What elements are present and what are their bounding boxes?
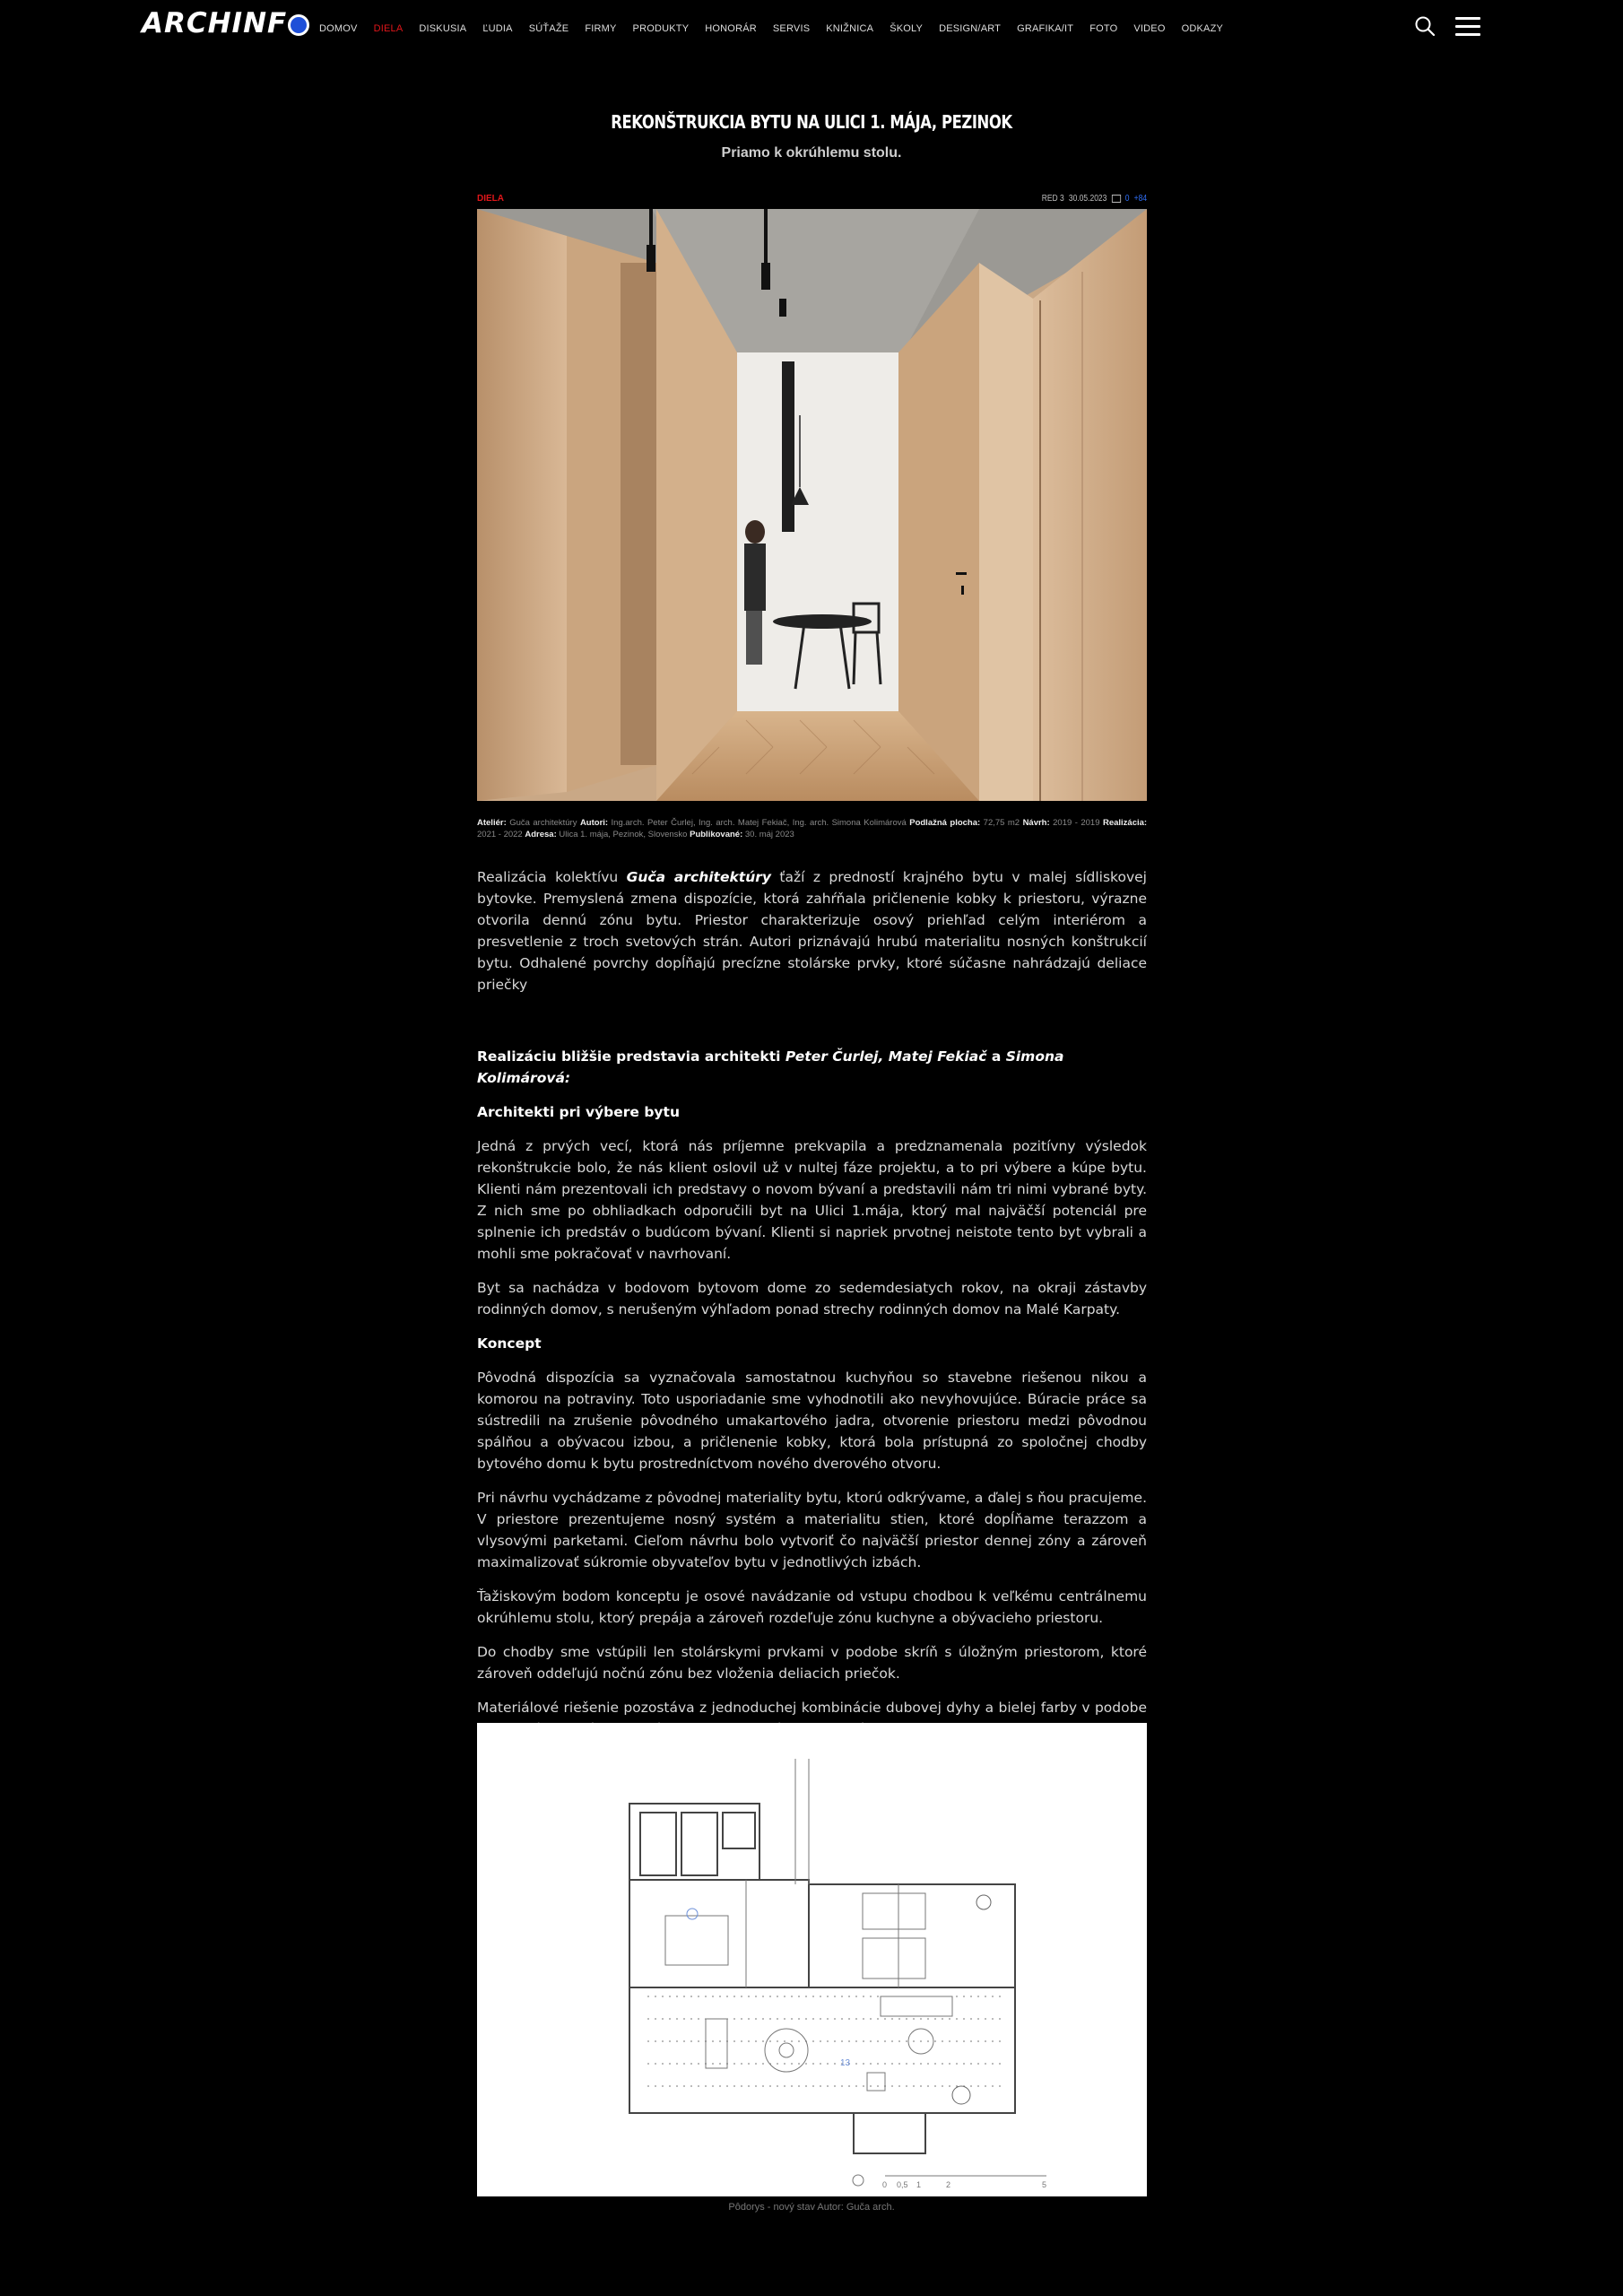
archinfo-logo[interactable]: ARCHINF [142, 7, 309, 39]
nav-firmy[interactable]: FIRMY [585, 23, 617, 34]
nav-grafika-it[interactable]: GRAFIKA/IT [1017, 23, 1074, 34]
nav-diskusia[interactable]: DISKUSIA [419, 23, 467, 34]
meta-date: 30.05.2023 [1068, 194, 1107, 204]
article-meta-row [477, 194, 1147, 206]
comment-count[interactable]: 0 [1124, 194, 1130, 204]
paragraph-7: Materiálové riešenie pozostáva z jednoduchej kombinácie dubovej dyhy a bielej farby v podobe [477, 1700, 1147, 1716]
meta-author: RED 3 [1041, 194, 1064, 204]
search-icon[interactable] [1415, 16, 1435, 36]
nav-kniznica[interactable]: KNIŽNICA [826, 23, 874, 34]
plan-scale-2: 2 [946, 2180, 951, 2189]
main-nav [319, 23, 1239, 34]
info-area: 72,75 m2 [983, 818, 1020, 828]
logo-o-mark [288, 14, 309, 36]
info-design: 2019 - 2019 [1053, 818, 1100, 828]
top-navigation-bar [0, 0, 1623, 52]
info-realization: 2021 - 2022 [477, 830, 523, 839]
hero-photo[interactable] [477, 209, 1147, 801]
paragraph-6: Do chodby sme vstúpili len stolárskymi prvkami v podobe skríň s úložným priestorom, ktoré zároveň oddeľujú nočnú zónu bez vloženia deliacich priečok. [477, 1644, 1147, 1682]
svg-text:13: 13 [840, 2058, 851, 2068]
intro-paragraph: Realizácia kolektívu Guča architektúry ťaží z predností krajného bytu v malej sídliskovej bytovke. Premyslená zmena dispozície, ktorá zahŕňala pričlenenie kobky k priestoru, výrazne otvorila dennú zónu bytu. Priestor charakterizuje osový priehľad celým interiérom a presvetlenie z troch svetových strán. Autori priznávajú hrubú materialitu nosných konštrukcií bytu. Odhalené povrchy dopĺňajú precízne stolárske prvky, ktoré súčasne nahrádzajú deliace priečky [477, 869, 1147, 993]
plan-scale-5: 5 [1042, 2180, 1047, 2189]
nav-skoly[interactable]: ŠKOLY [890, 23, 924, 34]
floor-plan-image[interactable] [477, 1723, 1147, 2196]
page-title: REKONŠTRUKCIA BYTU NA ULICI 1. MÁJA, PEZINOK [611, 111, 1012, 133]
nav-servis[interactable]: SERVIS [772, 23, 811, 34]
paragraph-1: Jedná z prvých vecí, ktorá nás príjemne prekvapila a predznamenala pozitívny výsledok rekonštrukcie bolo, že nás klient oslovil už v nultej fáze projektu, a to pri výbere a kúpe bytu. Klienti nám prezentovali ich predstavy o novom bývaní a predstavili nám tri nimi vybrané byty. Z nich sme po obhliadkach odporučili byt na Ulici 1.mája, ktorý mal najväčší potenciál pre splnenie ich predstáv o budúcom bývaní. Klienti si napriek prvotnej neistote tento byt vybrali a mohli sme pokračovať v navrhovaní. [477, 1138, 1147, 1262]
comment-icon[interactable] [1111, 195, 1120, 203]
plan-scale-0: 0 [882, 2180, 888, 2189]
nav-video[interactable]: VIDEO [1133, 23, 1166, 34]
nav-odkazy[interactable]: ODKAZY [1181, 23, 1224, 34]
nav-diela[interactable]: DIELA [373, 23, 404, 34]
paragraph-2: Byt sa nachádza v bodovom bytovom dome zo sedemdesiatych rokov, na okraji zástavby rodinných domov, s nerušeným výhľadom ponad strechy rodinných domov na Malé Karpaty. [477, 1280, 1147, 1318]
nav-ludia[interactable]: ĽUDIA [482, 23, 513, 34]
section-heading-selection: Architekti pri výbere bytu [477, 1104, 680, 1120]
article-body [477, 866, 1147, 1752]
project-info: Ateliér: Guča architektúry Autori: Ing.arch. Peter Čurlej, Ing. arch. Matej Fekiač, Ing. arch. Simona Kolimárová Podlažná plocha: 72,75 m2 Návrh: 2019 - 2019 Realizácia: 2021 - 2022 Adresa: Ulica 1. mája, Pezinok, Slovensko Publikované: 30. máj 2023 [477, 818, 1148, 839]
info-published: 30. máj 2023 [744, 830, 794, 839]
nav-produkty[interactable]: PRODUKTY [632, 23, 690, 34]
category-link[interactable]: DIELA [477, 194, 504, 204]
plan-scale-05: 0,5 [897, 2180, 908, 2189]
nav-honorar[interactable]: HONORÁR [705, 23, 757, 34]
plan-caption: Pôdorys - nový stav Autor: Guča arch. [728, 2202, 895, 2213]
info-address: Ulica 1. mája, Pezinok, Slovensko [559, 830, 688, 839]
nav-design-art[interactable]: DESIGN/ART [939, 23, 1002, 34]
like-count[interactable]: +84 [1133, 194, 1147, 204]
info-authors[interactable]: Ing.arch. Peter Čurlej, Ing. arch. Matej Fekiač, Ing. arch. Simona Kolimárová [611, 818, 907, 828]
section-heading-concept: Koncept [477, 1335, 542, 1352]
info-atelier[interactable]: Guča architektúry [509, 818, 577, 828]
paragraph-5: Ťažiskovým bodom konceptu je osové navádzanie od vstupu chodbou k veľkému centrálnemu okrúhlemu stolu, ktorý prepája a zároveň rozdeľuje zónu kuchyne a obývacieho priestoru. [477, 1588, 1147, 1626]
lead-heading: Realizáciu bližšie predstavia architekti Peter Čurlej, Matej Fekiač a Simona Kolimárová: [477, 1048, 1064, 1086]
hamburger-menu-icon[interactable] [1455, 17, 1480, 37]
article-meta [1042, 194, 1147, 204]
plan-scale-1: 1 [916, 2180, 922, 2189]
paragraph-3: Pôvodná dispozícia sa vyznačovala samostatnou kuchyňou so stavebne riešenou nikou a komorou na potraviny. Toto usporiadanie sme vyhodnotili ako nevyhovujúce. Búracie práce sa sústredili na zrušenie pôvodného umakartového jadra, otvorenie priestoru medzi pôvodnou spálňou a obývacou izbou, a pričlenenie kobky, ktorá bola prístupná zo spoločnej chodby bytového domu k bytu prostredníctvom nového dverového otvoru. [477, 1370, 1147, 1472]
paragraph-4: Pri návrhu vychádzame z pôvodnej materiality bytu, ktorú odkrývame, a ďalej s ňou pracujeme. V priestore prezentujeme nosný systém a materialitu stien, ktoré dopĺňame terazzom a vlysovými parketami. Cieľom návrhu bolo vytvoriť čo najväčší priestor dennej zóny a zároveň maximalizovať súkromie obyvateľov bytu v jednotlivých izbách. [477, 1490, 1147, 1570]
nav-domov[interactable]: DOMOV [319, 23, 358, 34]
page-subtitle: Priamo k okrúhlemu stolu. [721, 145, 902, 161]
nav-sutaze[interactable]: SÚŤAŽE [528, 23, 569, 34]
nav-foto[interactable]: FOTO [1089, 23, 1118, 34]
